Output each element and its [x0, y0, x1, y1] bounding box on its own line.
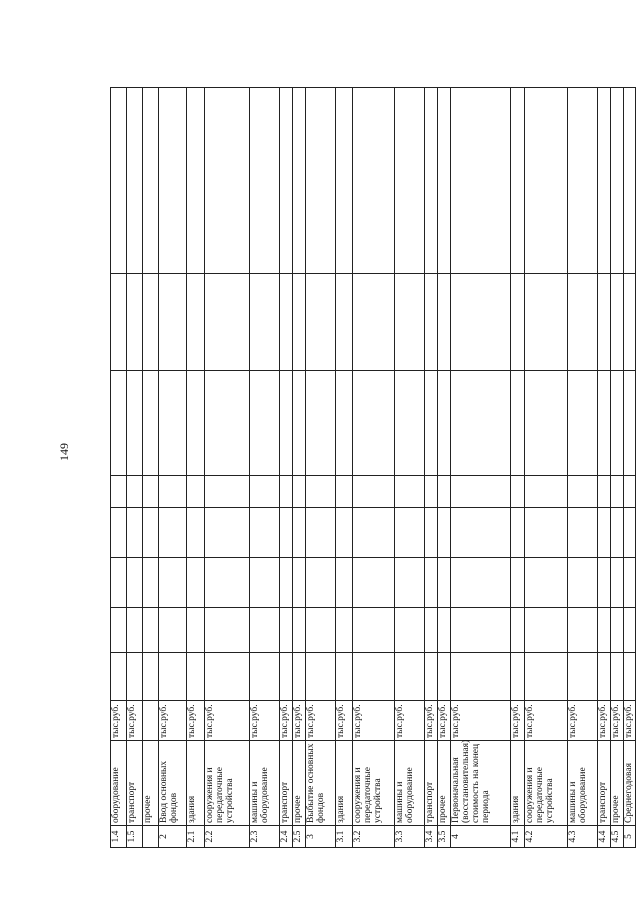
value-cell: [568, 653, 598, 701]
value-cell: [624, 88, 636, 274]
value-cell: [438, 508, 451, 558]
value-cell: [127, 476, 143, 508]
fixed-assets-table: [110, 87, 636, 848]
unit-cell: тыс.руб.: [611, 701, 624, 741]
table-row: [159, 88, 187, 848]
table-row: [438, 88, 451, 848]
indicator-name: здания: [511, 741, 525, 826]
indicator-name: прочее: [438, 741, 451, 826]
value-cell: [143, 608, 159, 653]
value-cell: [425, 608, 438, 653]
row-number: 2.3: [250, 826, 280, 848]
value-cell: [598, 653, 611, 701]
value-cell: [568, 371, 598, 476]
unit-cell: тыс.руб.: [280, 701, 293, 741]
value-cell: [280, 476, 293, 508]
value-cell: [353, 371, 395, 476]
value-cell: [438, 608, 451, 653]
indicator-name: прочее: [611, 741, 624, 826]
indicator-name: сооружения и передаточные устройства: [525, 741, 568, 826]
table-row: [205, 88, 250, 848]
row-number: 3: [306, 826, 336, 848]
value-cell: [598, 608, 611, 653]
value-cell: [127, 608, 143, 653]
value-cell: [611, 608, 624, 653]
page-number: 149: [57, 443, 71, 461]
value-cell: [159, 558, 187, 608]
value-cell: [111, 274, 127, 371]
value-cell: [624, 558, 636, 608]
value-cell: [598, 508, 611, 558]
row-number: 2.4: [280, 826, 293, 848]
table-row: [143, 88, 159, 848]
unit-cell: тыс.руб.: [111, 701, 127, 741]
value-cell: [205, 508, 250, 558]
indicator-name: транспорт: [280, 741, 293, 826]
value-cell: [187, 653, 205, 701]
value-cell: [280, 274, 293, 371]
value-cell: [511, 508, 525, 558]
value-cell: [611, 274, 624, 371]
rotated-table-wrapper: [110, 88, 634, 848]
value-cell: [451, 508, 511, 558]
value-cell: [111, 608, 127, 653]
value-cell: [624, 608, 636, 653]
table-row: [353, 88, 395, 848]
value-cell: [187, 274, 205, 371]
value-cell: [143, 88, 159, 274]
value-cell: [568, 274, 598, 371]
value-cell: [111, 476, 127, 508]
value-cell: [306, 558, 336, 608]
value-cell: [336, 274, 353, 371]
row-number: 4.3: [568, 826, 598, 848]
row-number: 3.2: [353, 826, 395, 848]
unit-cell: тыс.руб.: [187, 701, 205, 741]
value-cell: [395, 508, 425, 558]
value-cell: [353, 476, 395, 508]
value-cell: [395, 608, 425, 653]
row-number: 3.5: [438, 826, 451, 848]
value-cell: [293, 274, 306, 371]
value-cell: [143, 508, 159, 558]
value-cell: [438, 653, 451, 701]
value-cell: [624, 476, 636, 508]
table-row: [624, 88, 636, 848]
value-cell: [250, 274, 280, 371]
table-row: [127, 88, 143, 848]
value-cell: [336, 476, 353, 508]
value-cell: [568, 88, 598, 274]
unit-cell: тыс.руб.: [511, 701, 525, 741]
unit-cell: тыс.руб.: [568, 701, 598, 741]
value-cell: [127, 558, 143, 608]
value-cell: [451, 274, 511, 371]
value-cell: [353, 653, 395, 701]
row-number: 2: [159, 826, 187, 848]
value-cell: [525, 508, 568, 558]
value-cell: [598, 476, 611, 508]
value-cell: [353, 558, 395, 608]
value-cell: [293, 608, 306, 653]
indicator-name: Среднегодовая: [624, 741, 636, 826]
value-cell: [280, 88, 293, 274]
value-cell: [111, 653, 127, 701]
unit-cell: тыс.руб.: [451, 701, 511, 741]
value-cell: [598, 274, 611, 371]
value-cell: [438, 88, 451, 274]
unit-cell: [143, 701, 159, 741]
value-cell: [250, 608, 280, 653]
value-cell: [451, 88, 511, 274]
value-cell: [438, 371, 451, 476]
value-cell: [250, 508, 280, 558]
indicator-name: сооружения и передаточные устройства: [205, 741, 250, 826]
row-number: 1.4: [111, 826, 127, 848]
value-cell: [306, 608, 336, 653]
value-cell: [598, 558, 611, 608]
value-cell: [143, 274, 159, 371]
value-cell: [611, 558, 624, 608]
value-cell: [293, 476, 306, 508]
row-number: 4.4: [598, 826, 611, 848]
indicator-name: Ввод основных фондов: [159, 741, 187, 826]
value-cell: [205, 371, 250, 476]
value-cell: [280, 608, 293, 653]
unit-cell: тыс.руб.: [306, 701, 336, 741]
indicator-name: прочее: [143, 741, 159, 826]
indicator-name: машины и оборудование: [568, 741, 598, 826]
value-cell: [187, 88, 205, 274]
unit-cell: тыс.руб.: [425, 701, 438, 741]
value-cell: [395, 88, 425, 274]
value-cell: [451, 653, 511, 701]
value-cell: [395, 274, 425, 371]
indicator-name: транспорт: [598, 741, 611, 826]
value-cell: [293, 558, 306, 608]
unit-cell: тыс.руб.: [395, 701, 425, 741]
value-cell: [611, 476, 624, 508]
value-cell: [525, 476, 568, 508]
table-area: [110, 88, 634, 848]
unit-cell: тыс.руб.: [336, 701, 353, 741]
value-cell: [624, 653, 636, 701]
value-cell: [143, 476, 159, 508]
indicator-name: здания: [336, 741, 353, 826]
value-cell: [511, 371, 525, 476]
unit-cell: тыс.руб.: [293, 701, 306, 741]
unit-cell: тыс.руб.: [127, 701, 143, 741]
unit-cell: тыс.руб.: [353, 701, 395, 741]
row-number: 3.1: [336, 826, 353, 848]
value-cell: [624, 508, 636, 558]
table-row: [336, 88, 353, 848]
value-cell: [611, 88, 624, 274]
value-cell: [250, 476, 280, 508]
value-cell: [511, 608, 525, 653]
value-cell: [111, 508, 127, 558]
value-cell: [159, 371, 187, 476]
value-cell: [250, 371, 280, 476]
indicator-name: Выбытие основных фондов: [306, 741, 336, 826]
unit-cell: тыс.руб.: [159, 701, 187, 741]
indicator-name: машины и оборудование: [250, 741, 280, 826]
table-row: [306, 88, 336, 848]
value-cell: [336, 558, 353, 608]
value-cell: [280, 508, 293, 558]
table-row: [598, 88, 611, 848]
indicator-name: транспорт: [425, 741, 438, 826]
value-cell: [425, 476, 438, 508]
value-cell: [111, 371, 127, 476]
value-cell: [425, 558, 438, 608]
value-cell: [568, 558, 598, 608]
value-cell: [159, 608, 187, 653]
value-cell: [624, 371, 636, 476]
row-number: 3.3: [395, 826, 425, 848]
value-cell: [143, 558, 159, 608]
value-cell: [205, 608, 250, 653]
table-row: [525, 88, 568, 848]
value-cell: [293, 508, 306, 558]
table-row: [568, 88, 598, 848]
value-cell: [425, 653, 438, 701]
value-cell: [525, 88, 568, 274]
value-cell: [187, 558, 205, 608]
value-cell: [525, 608, 568, 653]
value-cell: [205, 476, 250, 508]
value-cell: [438, 558, 451, 608]
indicator-name: оборудование: [111, 741, 127, 826]
value-cell: [306, 371, 336, 476]
value-cell: [293, 88, 306, 274]
value-cell: [395, 476, 425, 508]
value-cell: [395, 371, 425, 476]
row-number: 4.5: [611, 826, 624, 848]
unit-cell: тыс.руб.: [250, 701, 280, 741]
value-cell: [205, 653, 250, 701]
value-cell: [187, 476, 205, 508]
value-cell: [611, 653, 624, 701]
value-cell: [611, 371, 624, 476]
value-cell: [127, 371, 143, 476]
value-cell: [306, 274, 336, 371]
value-cell: [568, 476, 598, 508]
value-cell: [568, 508, 598, 558]
value-cell: [451, 558, 511, 608]
value-cell: [511, 274, 525, 371]
table-row: [451, 88, 511, 848]
value-cell: [353, 508, 395, 558]
value-cell: [306, 653, 336, 701]
value-cell: [511, 558, 525, 608]
value-cell: [336, 88, 353, 274]
row-number: [143, 826, 159, 848]
value-cell: [143, 371, 159, 476]
value-cell: [306, 508, 336, 558]
value-cell: [511, 476, 525, 508]
row-number: 4.1: [511, 826, 525, 848]
value-cell: [187, 608, 205, 653]
value-cell: [568, 608, 598, 653]
value-cell: [336, 653, 353, 701]
indicator-name: Первоначальная (восстановительная) стоимость на конец периода: [451, 741, 511, 826]
value-cell: [159, 88, 187, 274]
value-cell: [525, 558, 568, 608]
table-row: [187, 88, 205, 848]
table-row: [611, 88, 624, 848]
value-cell: [280, 371, 293, 476]
value-cell: [127, 274, 143, 371]
value-cell: [159, 274, 187, 371]
table-row: [280, 88, 293, 848]
indicator-name: транспорт: [127, 741, 143, 826]
value-cell: [451, 371, 511, 476]
value-cell: [336, 508, 353, 558]
table-row: [425, 88, 438, 848]
unit-cell: тыс.руб.: [438, 701, 451, 741]
table-row: [111, 88, 127, 848]
value-cell: [159, 653, 187, 701]
value-cell: [306, 476, 336, 508]
value-cell: [250, 653, 280, 701]
value-cell: [143, 653, 159, 701]
indicator-name: машины и оборудование: [395, 741, 425, 826]
indicator-name: здания: [187, 741, 205, 826]
value-cell: [336, 608, 353, 653]
row-number: 2.1: [187, 826, 205, 848]
value-cell: [598, 371, 611, 476]
value-cell: [127, 653, 143, 701]
unit-cell: тыс.руб.: [598, 701, 611, 741]
value-cell: [159, 508, 187, 558]
value-cell: [451, 608, 511, 653]
row-number: 2.5: [293, 826, 306, 848]
indicator-name: прочее: [293, 741, 306, 826]
value-cell: [425, 274, 438, 371]
value-cell: [353, 608, 395, 653]
table-row: [511, 88, 525, 848]
indicator-name: сооружения и передаточные устройства: [353, 741, 395, 826]
value-cell: [250, 88, 280, 274]
table-row: [250, 88, 280, 848]
value-cell: [425, 508, 438, 558]
value-cell: [205, 558, 250, 608]
row-number: 3.4: [425, 826, 438, 848]
value-cell: [127, 88, 143, 274]
value-cell: [127, 508, 143, 558]
row-number: 1.5: [127, 826, 143, 848]
value-cell: [438, 274, 451, 371]
value-cell: [395, 653, 425, 701]
table-row: [293, 88, 306, 848]
unit-cell: тыс.руб.: [205, 701, 250, 741]
value-cell: [280, 558, 293, 608]
value-cell: [611, 508, 624, 558]
value-cell: [451, 476, 511, 508]
value-cell: [205, 88, 250, 274]
value-cell: [624, 274, 636, 371]
value-cell: [280, 653, 293, 701]
row-number: 2.2: [205, 826, 250, 848]
value-cell: [306, 88, 336, 274]
value-cell: [511, 88, 525, 274]
value-cell: [111, 88, 127, 274]
value-cell: [187, 371, 205, 476]
value-cell: [438, 476, 451, 508]
value-cell: [293, 371, 306, 476]
row-number: 4.2: [525, 826, 568, 848]
value-cell: [250, 558, 280, 608]
row-number: 4: [451, 826, 511, 848]
value-cell: [395, 558, 425, 608]
value-cell: [187, 508, 205, 558]
value-cell: [293, 653, 306, 701]
value-cell: [525, 274, 568, 371]
table-row: [395, 88, 425, 848]
unit-cell: тыс.руб.: [624, 701, 636, 741]
value-cell: [353, 88, 395, 274]
value-cell: [159, 476, 187, 508]
value-cell: [205, 274, 250, 371]
value-cell: [111, 558, 127, 608]
value-cell: [598, 88, 611, 274]
value-cell: [511, 653, 525, 701]
value-cell: [425, 88, 438, 274]
value-cell: [425, 371, 438, 476]
row-number: 5: [624, 826, 636, 848]
value-cell: [336, 371, 353, 476]
value-cell: [525, 371, 568, 476]
unit-cell: тыс.руб.: [525, 701, 568, 741]
value-cell: [353, 274, 395, 371]
value-cell: [525, 653, 568, 701]
